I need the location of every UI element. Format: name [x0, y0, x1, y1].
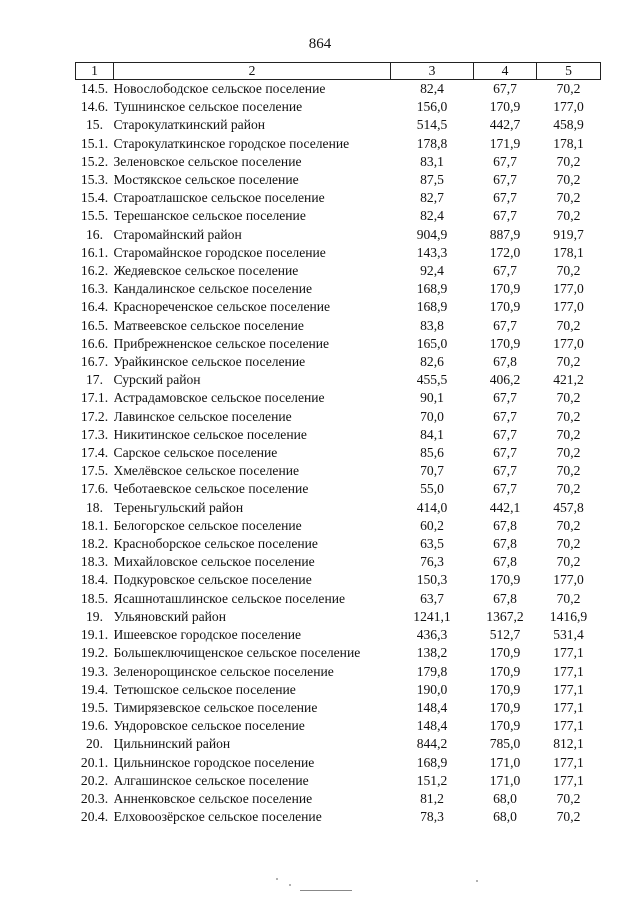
table-row [76, 116, 601, 134]
row-number: 18.5. [80, 590, 109, 606]
value-col-4: 170,9 [489, 681, 521, 697]
value-col-3: 55,0 [420, 481, 444, 497]
value-col-3: 70,0 [420, 408, 444, 424]
column-header-1: 1 [76, 63, 114, 80]
table-row [76, 608, 601, 626]
value-col-3: 414,0 [416, 499, 448, 515]
value-col-4: 67,7 [493, 390, 517, 406]
value-col-3: 904,9 [416, 226, 448, 242]
scan-speck [276, 878, 278, 880]
table-row [76, 335, 601, 353]
value-col-5: 70,2 [556, 426, 581, 442]
value-col-5: 70,2 [556, 153, 581, 169]
table-row [76, 717, 601, 735]
value-col-5: 70,2 [556, 536, 581, 552]
value-col-3: 168,9 [416, 754, 448, 770]
value-col-5: 457,8 [553, 499, 584, 515]
municipality-name: Зеленорощинское сельское поселение [113, 663, 334, 679]
value-col-4: 170,9 [489, 572, 521, 588]
value-col-5: 70,2 [556, 517, 581, 533]
value-col-4: 67,8 [493, 554, 517, 570]
value-col-4: 170,9 [489, 281, 521, 297]
value-col-3: 150,3 [416, 572, 448, 588]
table-row [76, 462, 601, 480]
value-col-4: 887,9 [489, 226, 521, 242]
page-number: 864 [308, 36, 332, 52]
value-col-5: 70,2 [556, 390, 581, 406]
column-header-3: 3 [391, 63, 474, 80]
value-col-3: 90,1 [420, 390, 444, 406]
value-col-4: 785,0 [489, 736, 521, 752]
municipality-name: Тушнинское сельское поселение [113, 99, 303, 115]
value-col-3: 82,4 [420, 81, 444, 96]
table-row [76, 790, 601, 808]
value-col-4: 67,7 [493, 463, 517, 479]
value-col-4: 67,8 [493, 517, 517, 533]
municipality-name: Ундоровское сельское поселение [113, 718, 305, 734]
municipality-name: Старомайнский район [113, 226, 242, 242]
table-row [76, 644, 601, 662]
value-col-4: 67,7 [493, 408, 517, 424]
table-row [76, 389, 601, 407]
value-col-4: 67,8 [493, 354, 517, 370]
table-row [76, 353, 601, 371]
value-col-3: 82,7 [420, 190, 444, 206]
municipality-name: Белогорское сельское поселение [113, 517, 302, 533]
value-col-3: 190,0 [416, 681, 448, 697]
municipality-name: Урайкинское сельское поселение [113, 354, 306, 370]
municipality-name: Тимирязевское сельское поселение [113, 699, 318, 715]
municipality-name: Матвеевское сельское поселение [113, 317, 304, 333]
row-number: 14.5. [80, 81, 109, 96]
value-col-4: 68,0 [493, 809, 517, 825]
table-row [76, 754, 601, 772]
value-col-3: 83,1 [420, 153, 444, 169]
value-col-3: 168,9 [416, 299, 448, 315]
municipality-name: Ясашноташлинское сельское поселение [113, 590, 346, 606]
row-number: 17.3. [80, 426, 109, 442]
municipality-name: Староатлашское сельское поселение [113, 190, 325, 206]
value-col-5: 70,2 [556, 481, 581, 497]
municipality-name: Хмелёвское сельское поселение [113, 463, 300, 479]
column-header-5: 5 [537, 63, 601, 80]
value-col-3: 151,2 [416, 772, 448, 788]
value-col-4: 67,7 [493, 263, 517, 279]
table-row [76, 298, 601, 316]
value-col-5: 177,0 [553, 335, 584, 351]
value-col-5: 177,0 [553, 281, 584, 297]
row-number: 16.2. [80, 263, 109, 279]
row-number: 15.2. [80, 153, 109, 169]
value-col-5: 178,1 [553, 244, 584, 260]
value-col-5: 177,1 [553, 699, 584, 715]
table-row [76, 280, 601, 298]
municipality-name: Красноборское сельское поселение [113, 536, 318, 552]
row-number: 14.6. [80, 99, 109, 115]
value-col-5: 70,2 [556, 81, 581, 96]
value-col-5: 70,2 [556, 790, 581, 806]
table-row [76, 226, 601, 244]
row-number: 19.3. [80, 663, 109, 679]
municipality-name: Елховоозёрское сельское поселение [113, 809, 322, 825]
value-col-4: 1367,2 [486, 608, 524, 624]
value-col-4: 406,2 [489, 372, 521, 388]
row-number: 16.5. [80, 317, 109, 333]
value-col-4: 68,0 [493, 790, 517, 806]
value-col-4: 67,8 [493, 590, 517, 606]
row-number: 20.2. [80, 772, 109, 788]
value-col-5: 70,2 [556, 190, 581, 206]
value-col-3: 76,3 [420, 554, 444, 570]
value-col-4: 172,0 [489, 244, 521, 260]
table-row [76, 371, 601, 389]
table-row [76, 189, 601, 207]
value-col-5: 70,2 [556, 408, 581, 424]
value-col-5: 70,2 [556, 263, 581, 279]
municipality-name: Мостякское сельское поселение [113, 172, 299, 188]
table-row [76, 317, 601, 335]
row-number: 17.1. [80, 390, 109, 406]
row-number: 15.5. [80, 208, 109, 224]
value-col-5: 531,4 [553, 627, 584, 643]
value-col-3: 83,8 [420, 317, 444, 333]
value-col-5: 70,2 [556, 445, 581, 461]
table-body [76, 80, 601, 827]
row-number: 16.4. [80, 299, 109, 315]
value-col-4: 170,9 [489, 718, 521, 734]
value-col-5: 70,2 [556, 208, 581, 224]
row-number: 19.5. [80, 699, 109, 715]
municipality-name: Анненковское сельское поселение [113, 790, 313, 806]
value-col-3: 514,5 [416, 117, 448, 133]
scan-speck [476, 880, 478, 882]
value-col-3: 455,5 [416, 372, 448, 388]
budget-table [75, 62, 601, 826]
value-col-5: 177,1 [553, 645, 584, 661]
value-col-5: 70,2 [556, 354, 581, 370]
municipality-name: Алгашинское сельское поселение [113, 772, 309, 788]
row-number: 20.4. [80, 809, 109, 825]
row-number: 17.4. [80, 445, 109, 461]
municipality-name: Старомайнское городское поселение [113, 244, 326, 260]
value-col-4: 67,7 [493, 172, 517, 188]
table-header-row [76, 63, 601, 80]
value-col-4: 67,8 [493, 536, 517, 552]
value-col-4: 170,9 [489, 335, 521, 351]
municipality-name: Лавинское сельское поселение [113, 408, 292, 424]
value-col-4: 67,7 [493, 208, 517, 224]
row-number: 19. [86, 608, 103, 624]
value-col-5: 70,2 [556, 809, 581, 825]
municipality-name: Зеленовское сельское поселение [113, 153, 302, 169]
table-row [76, 135, 601, 153]
row-number: 19.4. [80, 681, 109, 697]
value-col-5: 177,1 [553, 754, 584, 770]
value-col-4: 171,0 [489, 772, 521, 788]
value-col-4: 442,7 [489, 117, 521, 133]
value-col-3: 82,4 [420, 208, 444, 224]
row-number: 19.2. [80, 645, 109, 661]
value-col-3: 92,4 [420, 263, 444, 279]
table-row [76, 735, 601, 753]
row-number: 19.1. [80, 627, 109, 643]
value-col-4: 67,7 [493, 445, 517, 461]
value-col-3: 63,7 [420, 590, 444, 606]
row-number: 16.3. [80, 281, 109, 297]
row-number: 18.1. [80, 517, 109, 533]
table-row [76, 808, 601, 826]
row-number: 20. [86, 736, 103, 752]
table-row [76, 408, 601, 426]
table-row [76, 244, 601, 262]
value-col-3: 148,4 [416, 699, 448, 715]
row-number: 20.3. [80, 790, 109, 806]
row-number: 19.6. [80, 718, 109, 734]
value-col-3: 138,2 [416, 645, 448, 661]
municipality-name: Кандалинское сельское поселение [113, 281, 313, 297]
municipality-name: Ульяновский район [113, 608, 226, 624]
value-col-3: 85,6 [420, 445, 444, 461]
row-number: 18.2. [80, 536, 109, 552]
value-col-5: 177,1 [553, 772, 584, 788]
value-col-5: 177,1 [553, 663, 584, 679]
value-col-3: 168,9 [416, 281, 448, 297]
municipality-name: Подкуровское сельское поселение [113, 572, 312, 588]
table-row [76, 98, 601, 116]
table-row [76, 480, 601, 498]
value-col-5: 177,1 [553, 718, 584, 734]
column-header-4: 4 [474, 63, 537, 80]
value-col-4: 512,7 [489, 627, 521, 643]
value-col-4: 67,7 [493, 426, 517, 442]
value-col-3: 143,3 [416, 244, 448, 260]
municipality-name: Астрадамовское сельское поселение [113, 390, 325, 406]
value-col-5: 70,2 [556, 590, 581, 606]
municipality-name: Жедяевское сельское поселение [113, 263, 299, 279]
municipality-name: Цильнинский район [113, 736, 231, 752]
table-row [76, 153, 601, 171]
table-row [76, 535, 601, 553]
value-col-3: 436,3 [416, 627, 448, 643]
row-number: 17.2. [80, 408, 109, 424]
value-col-5: 70,2 [556, 172, 581, 188]
row-number: 15.1. [80, 135, 109, 151]
value-col-4: 170,9 [489, 663, 521, 679]
value-col-3: 148,4 [416, 718, 448, 734]
table-row [76, 517, 601, 535]
value-col-5: 421,2 [553, 372, 584, 388]
value-col-4: 67,7 [493, 81, 517, 96]
row-number: 15.4. [80, 190, 109, 206]
value-col-3: 179,8 [416, 663, 448, 679]
municipality-name: Сарское сельское поселение [113, 445, 278, 461]
table-row [76, 171, 601, 189]
value-col-3: 63,5 [420, 536, 444, 552]
value-col-3: 60,2 [420, 517, 444, 533]
municipality-name: Ишеевское городское поселение [113, 627, 302, 643]
table-row [76, 553, 601, 571]
value-col-5: 458,9 [553, 117, 584, 133]
table-row [76, 681, 601, 699]
value-col-4: 442,1 [489, 499, 521, 515]
row-number: 16.7. [80, 354, 109, 370]
row-number: 16.6. [80, 335, 109, 351]
table-row [76, 626, 601, 644]
value-col-5: 70,2 [556, 554, 581, 570]
row-number: 20.1. [80, 754, 109, 770]
value-col-4: 170,9 [489, 699, 521, 715]
municipality-name: Прибрежненское сельское поселение [113, 335, 330, 351]
municipality-name: Тетюшское сельское поселение [113, 681, 296, 697]
municipality-name: Никитинское сельское поселение [113, 426, 307, 442]
scan-speck [289, 884, 291, 886]
table-row [76, 772, 601, 790]
value-col-3: 178,8 [416, 135, 448, 151]
municipality-name: Большеключищенское сельское поселение [113, 645, 361, 661]
table-row [76, 571, 601, 589]
row-number: 16.1. [80, 244, 109, 260]
municipality-name: Сурский район [113, 372, 201, 388]
value-col-3: 84,1 [420, 426, 444, 442]
value-col-4: 171,9 [489, 135, 521, 151]
value-col-4: 67,7 [493, 481, 517, 497]
table-row [76, 499, 601, 517]
table-row [76, 207, 601, 225]
municipality-name: Тереньгульский район [113, 499, 244, 515]
municipality-name: Старокулаткинское городское поселение [113, 135, 350, 151]
table-row [76, 262, 601, 280]
row-number: 16. [86, 226, 103, 242]
value-col-4: 170,9 [489, 645, 521, 661]
table-row [76, 444, 601, 462]
municipality-name: Терешанское сельское поселение [113, 208, 306, 224]
value-col-4: 67,7 [493, 317, 517, 333]
table-row [76, 426, 601, 444]
value-col-3: 81,2 [420, 790, 444, 806]
value-col-3: 87,5 [420, 172, 444, 188]
row-number: 18.3. [80, 554, 109, 570]
table-row [76, 80, 601, 99]
value-col-5: 178,1 [553, 135, 584, 151]
table-row [76, 590, 601, 608]
municipality-name: Новослободское сельское поселение [113, 81, 326, 96]
value-col-5: 1416,9 [549, 608, 588, 624]
row-number: 18. [86, 499, 103, 515]
row-number: 15. [86, 117, 103, 133]
value-col-4: 170,9 [489, 99, 521, 115]
value-col-5: 177,0 [553, 99, 584, 115]
value-col-5: 177,0 [553, 572, 584, 588]
municipality-name: Михайловское сельское поселение [113, 554, 315, 570]
value-col-4: 171,0 [489, 754, 521, 770]
table-row [76, 663, 601, 681]
municipality-name: Чеботаевское сельское поселение [113, 481, 309, 497]
column-header-2: 2 [114, 63, 391, 80]
footer-mark [300, 890, 352, 891]
value-col-3: 156,0 [416, 99, 448, 115]
value-col-3: 844,2 [416, 736, 448, 752]
row-number: 15.3. [80, 172, 109, 188]
value-col-5: 70,2 [556, 463, 581, 479]
row-number: 18.4. [80, 572, 109, 588]
value-col-5: 812,1 [553, 736, 584, 752]
value-col-5: 70,2 [556, 317, 581, 333]
municipality-name: Краснореченское сельское поселение [113, 299, 331, 315]
value-col-3: 78,3 [420, 809, 444, 825]
row-number: 17.6. [80, 481, 109, 497]
value-col-3: 1241,1 [413, 608, 451, 624]
row-number: 17.5. [80, 463, 109, 479]
value-col-4: 170,9 [489, 299, 521, 315]
value-col-3: 165,0 [416, 335, 448, 351]
value-col-3: 70,7 [420, 463, 444, 479]
row-number: 17. [86, 372, 103, 388]
value-col-5: 177,0 [553, 299, 584, 315]
municipality-name: Цильнинское городское поселение [113, 754, 315, 770]
value-col-4: 67,7 [493, 153, 517, 169]
table-row [76, 699, 601, 717]
value-col-4: 67,7 [493, 190, 517, 206]
value-col-5: 919,7 [553, 226, 584, 242]
municipality-name: Старокулаткинский район [113, 117, 266, 133]
value-col-3: 82,6 [420, 354, 444, 370]
value-col-5: 177,1 [553, 681, 584, 697]
